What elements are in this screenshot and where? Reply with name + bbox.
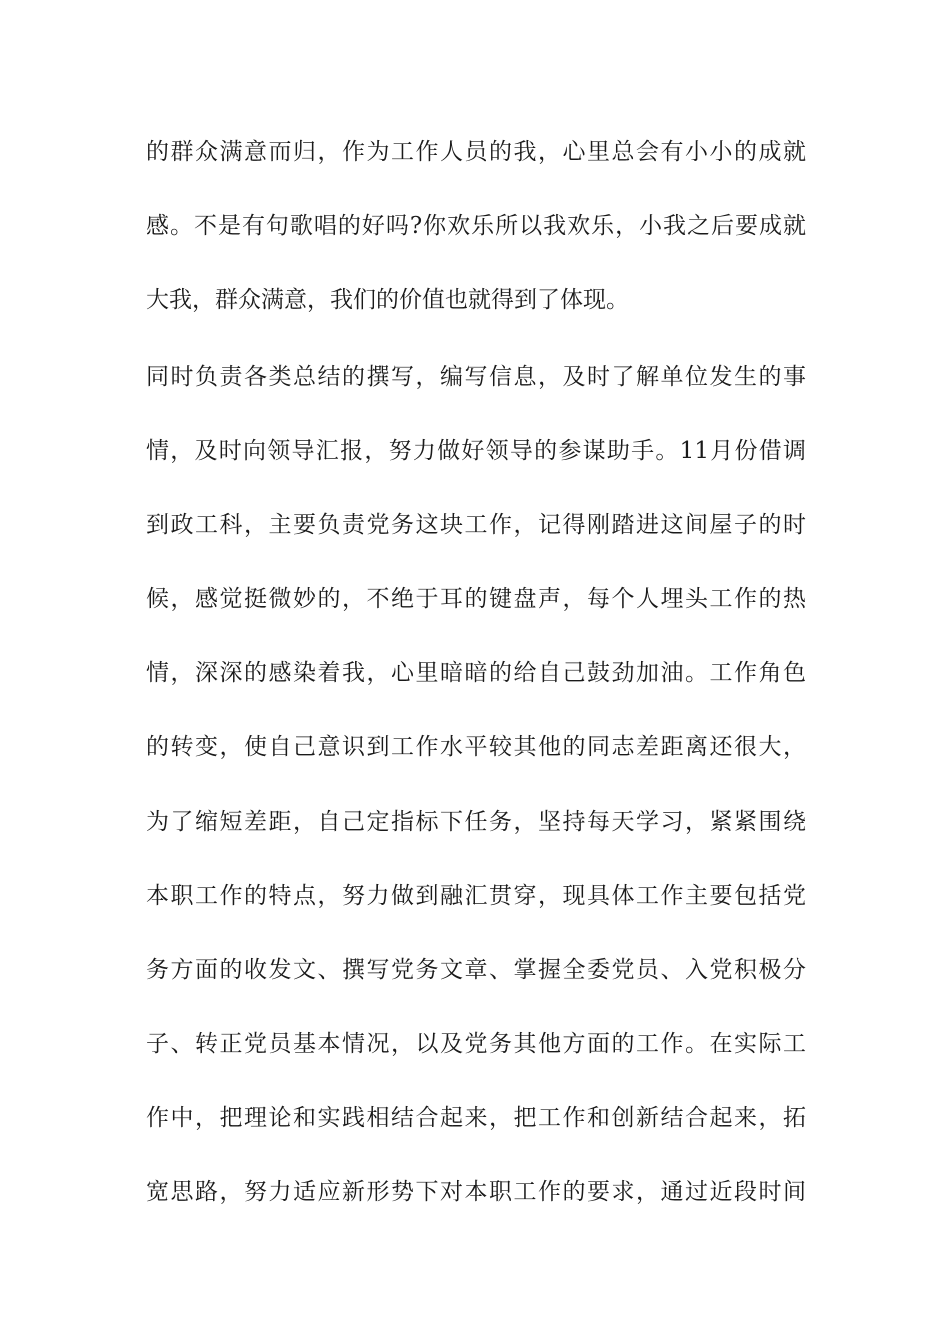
text-line: 感。不是有句歌唱的好吗?你欢乐所以我欢乐，小我之后要成就: [146, 213, 806, 239]
text-line: 情，深深的感染着我，心里暗暗的给自己鼓劲加油。工作角色: [146, 660, 806, 686]
text-line: 务方面的收发文、撰写党务文章、掌握全委党员、入党积极分: [146, 957, 806, 983]
text-line: 同时负责各类总结的撰写，编写信息，及时了解单位发生的事: [146, 364, 806, 390]
text-line: 为了缩短差距，自己定指标下任务，坚持每天学习，紧紧围绕: [146, 809, 806, 835]
text-line: 本职工作的特点，努力做到融汇贯穿，现具体工作主要包括党: [146, 883, 806, 909]
text-line: 宽思路，努力适应新形势下对本职工作的要求，通过近段时间: [146, 1179, 806, 1205]
text-line: 情，及时向领导汇报，努力做好领导的参谋助手。11月份借调: [146, 438, 806, 464]
text-line: 的转变，使自己意识到工作水平较其他的同志差距离还很大，: [146, 734, 806, 760]
text-line: 作中，把理论和实践相结合起来，把工作和创新结合起来，拓: [146, 1105, 806, 1131]
text-line: 子、转正党员基本情况，以及党务其他方面的工作。在实际工: [146, 1031, 806, 1057]
text-line: 到政工科，主要负责党务这块工作，记得刚踏进这间屋子的时: [146, 512, 806, 538]
text-line: 候，感觉挺微妙的，不绝于耳的键盘声，每个人埋头工作的热: [146, 586, 806, 612]
text-line: 的群众满意而归，作为工作人员的我，心里总会有小小的成就: [146, 139, 806, 165]
text-line: 大我，群众满意，我们的价值也就得到了体现。: [146, 287, 629, 313]
